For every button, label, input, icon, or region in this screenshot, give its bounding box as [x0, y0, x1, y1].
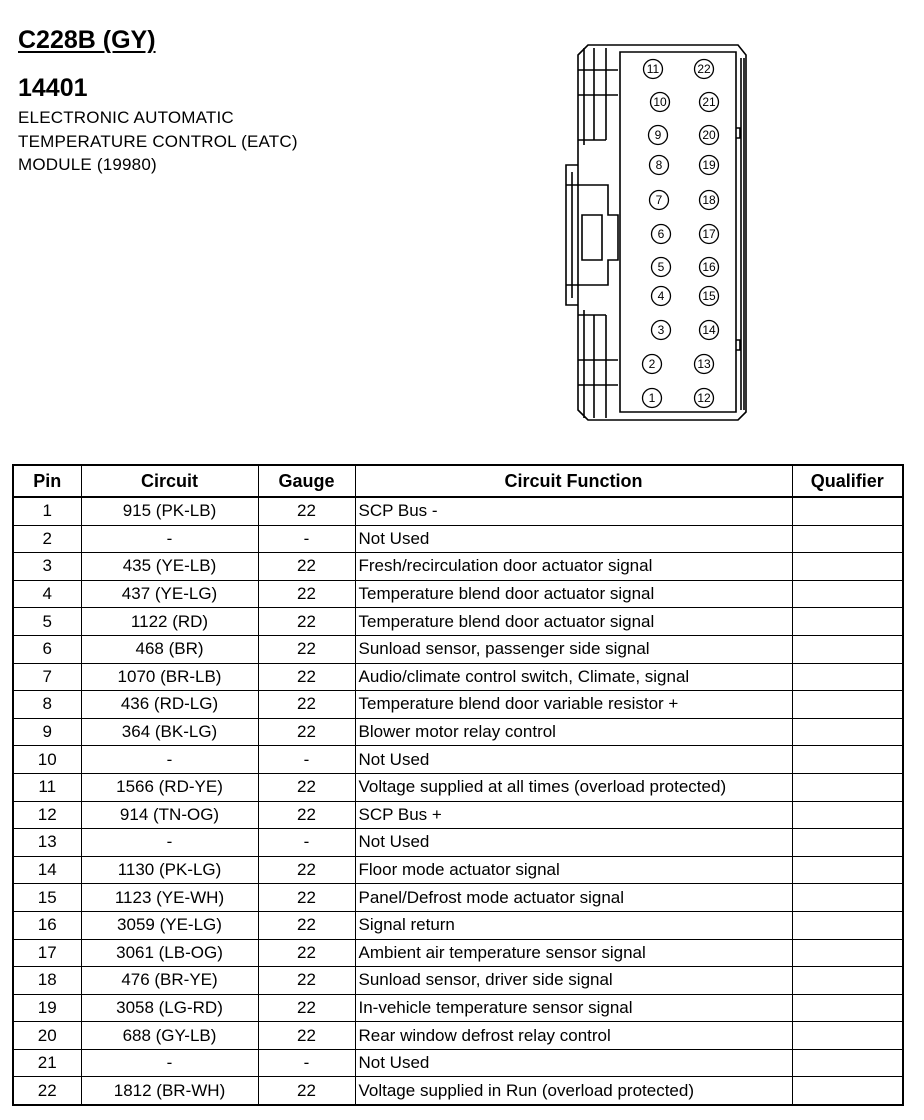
qualifier-cell	[792, 884, 903, 912]
qualifier-cell	[792, 939, 903, 967]
circuit-function-cell: Not Used	[355, 829, 792, 857]
table-row	[13, 1022, 903, 1050]
circuit-cell: 436 (RD-LG)	[81, 691, 258, 719]
gauge-cell: 22	[258, 911, 355, 939]
pin-cavity-label: 2	[648, 357, 656, 371]
pin-cavity-label: 13	[697, 357, 711, 371]
pin-number-cell: 10	[13, 746, 81, 774]
table-row	[13, 746, 903, 774]
pinout-table-body	[13, 497, 903, 1105]
pin-number-cell: 18	[13, 967, 81, 995]
circuit-cell: 914 (TN-OG)	[81, 801, 258, 829]
pin-number-cell: 8	[13, 691, 81, 719]
column-header-pin: Pin	[13, 465, 81, 497]
pin-number-cell: 5	[13, 608, 81, 636]
qualifier-cell	[792, 829, 903, 857]
circuit-function-cell: Voltage supplied at all times (overload protected)	[355, 773, 792, 801]
circuit-cell: 364 (BK-LG)	[81, 718, 258, 746]
connector-id-title: C228B (GY)	[18, 26, 156, 54]
qualifier-cell	[792, 580, 903, 608]
table-row	[13, 801, 903, 829]
qualifier-cell	[792, 497, 903, 525]
table-row	[13, 553, 903, 581]
part-number: 14401	[18, 74, 88, 102]
table-row	[13, 967, 903, 995]
pin-cavity-label: 14	[702, 323, 716, 337]
qualifier-cell	[792, 553, 903, 581]
qualifier-cell	[792, 1022, 903, 1050]
qualifier-cell	[792, 663, 903, 691]
circuit-function-cell: Signal return	[355, 911, 792, 939]
gauge-cell: 22	[258, 939, 355, 967]
pin-number-cell: 2	[13, 525, 81, 553]
circuit-function-cell: Temperature blend door variable resistor +	[355, 691, 792, 719]
circuit-function-cell: Ambient air temperature sensor signal	[355, 939, 792, 967]
qualifier-cell	[792, 856, 903, 884]
circuit-cell: 1123 (YE-WH)	[81, 884, 258, 912]
pin-cavity-label: 12	[697, 391, 711, 405]
circuit-cell: -	[81, 746, 258, 774]
circuit-function-cell: Temperature blend door actuator signal	[355, 608, 792, 636]
pin-cavity-label: 7	[655, 193, 663, 207]
circuit-function-cell: Sunload sensor, passenger side signal	[355, 635, 792, 663]
pin-number-cell: 3	[13, 553, 81, 581]
pin-cavity-label: 4	[657, 289, 665, 303]
pin-number-cell: 17	[13, 939, 81, 967]
table-row	[13, 497, 903, 525]
component-description-line-3: MODULE (19980)	[18, 155, 157, 174]
column-header-circuit-function: Circuit Function	[355, 465, 792, 497]
table-row	[13, 994, 903, 1022]
circuit-function-cell: In-vehicle temperature sensor signal	[355, 994, 792, 1022]
pin-cavity-label: 15	[702, 289, 716, 303]
pin-number-cell: 20	[13, 1022, 81, 1050]
table-row	[13, 718, 903, 746]
circuit-cell: 1122 (RD)	[81, 608, 258, 636]
pin-cavity-label: 18	[702, 193, 716, 207]
qualifier-cell	[792, 635, 903, 663]
pin-number-cell: 21	[13, 1049, 81, 1077]
circuit-function-cell: Floor mode actuator signal	[355, 856, 792, 884]
pinout-table	[12, 464, 904, 1106]
qualifier-cell	[792, 525, 903, 553]
circuit-cell: 688 (GY-LB)	[81, 1022, 258, 1050]
circuit-cell: 3061 (LB-OG)	[81, 939, 258, 967]
gauge-cell: 22	[258, 967, 355, 995]
gauge-cell: 22	[258, 1022, 355, 1050]
qualifier-cell	[792, 911, 903, 939]
pin-number-cell: 11	[13, 773, 81, 801]
pin-number-cell: 9	[13, 718, 81, 746]
table-header-row	[13, 465, 903, 497]
table-row	[13, 580, 903, 608]
pin-cavity-label: 5	[657, 260, 665, 274]
pin-cavity-label: 8	[655, 158, 663, 172]
table-row	[13, 691, 903, 719]
table-row	[13, 663, 903, 691]
table-row	[13, 1077, 903, 1105]
circuit-cell: 3059 (YE-LG)	[81, 911, 258, 939]
table-row	[13, 773, 903, 801]
qualifier-cell	[792, 1077, 903, 1105]
circuit-function-cell: Not Used	[355, 746, 792, 774]
gauge-cell: 22	[258, 635, 355, 663]
gauge-cell: 22	[258, 994, 355, 1022]
pin-cavity-label: 17	[702, 227, 716, 241]
circuit-function-cell: SCP Bus +	[355, 801, 792, 829]
qualifier-cell	[792, 746, 903, 774]
circuit-function-cell: Fresh/recirculation door actuator signal	[355, 553, 792, 581]
circuit-cell: 1566 (RD-YE)	[81, 773, 258, 801]
circuit-cell: 1812 (BR-WH)	[81, 1077, 258, 1105]
gauge-cell: 22	[258, 1077, 355, 1105]
pin-cavity-label: 6	[657, 227, 665, 241]
circuit-cell: 915 (PK-LB)	[81, 497, 258, 525]
table-row	[13, 1049, 903, 1077]
circuit-function-cell: Temperature blend door actuator signal	[355, 580, 792, 608]
gauge-cell: 22	[258, 553, 355, 581]
gauge-cell: 22	[258, 580, 355, 608]
qualifier-cell	[792, 608, 903, 636]
pin-cavity-label: 1	[648, 391, 656, 405]
circuit-cell: 1130 (PK-LG)	[81, 856, 258, 884]
table-row	[13, 829, 903, 857]
gauge-cell: 22	[258, 608, 355, 636]
pin-cavity-label: 19	[702, 158, 716, 172]
gauge-cell: 22	[258, 497, 355, 525]
pin-number-cell: 7	[13, 663, 81, 691]
gauge-cell: 22	[258, 691, 355, 719]
pin-number-cell: 16	[13, 911, 81, 939]
component-description-line-2: TEMPERATURE CONTROL (EATC)	[18, 132, 298, 151]
gauge-cell: 22	[258, 718, 355, 746]
gauge-cell: -	[258, 829, 355, 857]
circuit-function-cell: SCP Bus -	[355, 497, 792, 525]
circuit-cell: 3058 (LG-RD)	[81, 994, 258, 1022]
pin-number-cell: 15	[13, 884, 81, 912]
pin-cavity-label: 10	[653, 95, 667, 109]
qualifier-cell	[792, 967, 903, 995]
pin-cavity-grid	[643, 60, 719, 408]
circuit-function-cell: Audio/climate control switch, Climate, signal	[355, 663, 792, 691]
circuit-cell: 468 (BR)	[81, 635, 258, 663]
circuit-cell: -	[81, 829, 258, 857]
pin-number-cell: 22	[13, 1077, 81, 1105]
qualifier-cell	[792, 801, 903, 829]
pin-cavity-label: 9	[654, 128, 662, 142]
circuit-cell: -	[81, 1049, 258, 1077]
circuit-function-cell: Not Used	[355, 1049, 792, 1077]
gauge-cell: -	[258, 746, 355, 774]
circuit-cell: 1070 (BR-LB)	[81, 663, 258, 691]
table-row	[13, 939, 903, 967]
table-row	[13, 525, 903, 553]
gauge-cell: 22	[258, 801, 355, 829]
pin-number-cell: 13	[13, 829, 81, 857]
circuit-function-cell: Rear window defrost relay control	[355, 1022, 792, 1050]
pin-cavity-label: 20	[702, 128, 716, 142]
circuit-cell: 437 (YE-LG)	[81, 580, 258, 608]
pin-number-cell: 19	[13, 994, 81, 1022]
column-header-qualifier: Qualifier	[792, 465, 903, 497]
qualifier-cell	[792, 773, 903, 801]
component-description-line-1: ELECTRONIC AUTOMATIC	[18, 108, 234, 127]
circuit-function-cell: Not Used	[355, 525, 792, 553]
circuit-cell: -	[81, 525, 258, 553]
table-row	[13, 911, 903, 939]
qualifier-cell	[792, 691, 903, 719]
column-header-gauge: Gauge	[258, 465, 355, 497]
gauge-cell: -	[258, 1049, 355, 1077]
table-row	[13, 884, 903, 912]
table-row	[13, 608, 903, 636]
pin-cavity-label: 16	[702, 260, 716, 274]
circuit-function-cell: Blower motor relay control	[355, 718, 792, 746]
connector-face-diagram	[558, 40, 758, 425]
qualifier-cell	[792, 994, 903, 1022]
circuit-cell: 435 (YE-LB)	[81, 553, 258, 581]
pin-cavity-label: 3	[657, 323, 665, 337]
column-header-circuit: Circuit	[81, 465, 258, 497]
circuit-function-cell: Panel/Defrost mode actuator signal	[355, 884, 792, 912]
gauge-cell: 22	[258, 884, 355, 912]
pin-cavity-label: 11	[646, 62, 660, 76]
circuit-cell: 476 (BR-YE)	[81, 967, 258, 995]
pin-number-cell: 1	[13, 497, 81, 525]
qualifier-cell	[792, 718, 903, 746]
pin-number-cell: 4	[13, 580, 81, 608]
gauge-cell: 22	[258, 856, 355, 884]
qualifier-cell	[792, 1049, 903, 1077]
pin-number-cell: 6	[13, 635, 81, 663]
circuit-function-cell: Voltage supplied in Run (overload protected)	[355, 1077, 792, 1105]
gauge-cell: 22	[258, 663, 355, 691]
pin-cavity-label: 21	[702, 95, 716, 109]
table-row	[13, 635, 903, 663]
table-row	[13, 856, 903, 884]
gauge-cell: 22	[258, 773, 355, 801]
pin-cavity-label: 22	[697, 62, 711, 76]
pin-number-cell: 14	[13, 856, 81, 884]
pin-number-cell: 12	[13, 801, 81, 829]
gauge-cell: -	[258, 525, 355, 553]
circuit-function-cell: Sunload sensor, driver side signal	[355, 967, 792, 995]
